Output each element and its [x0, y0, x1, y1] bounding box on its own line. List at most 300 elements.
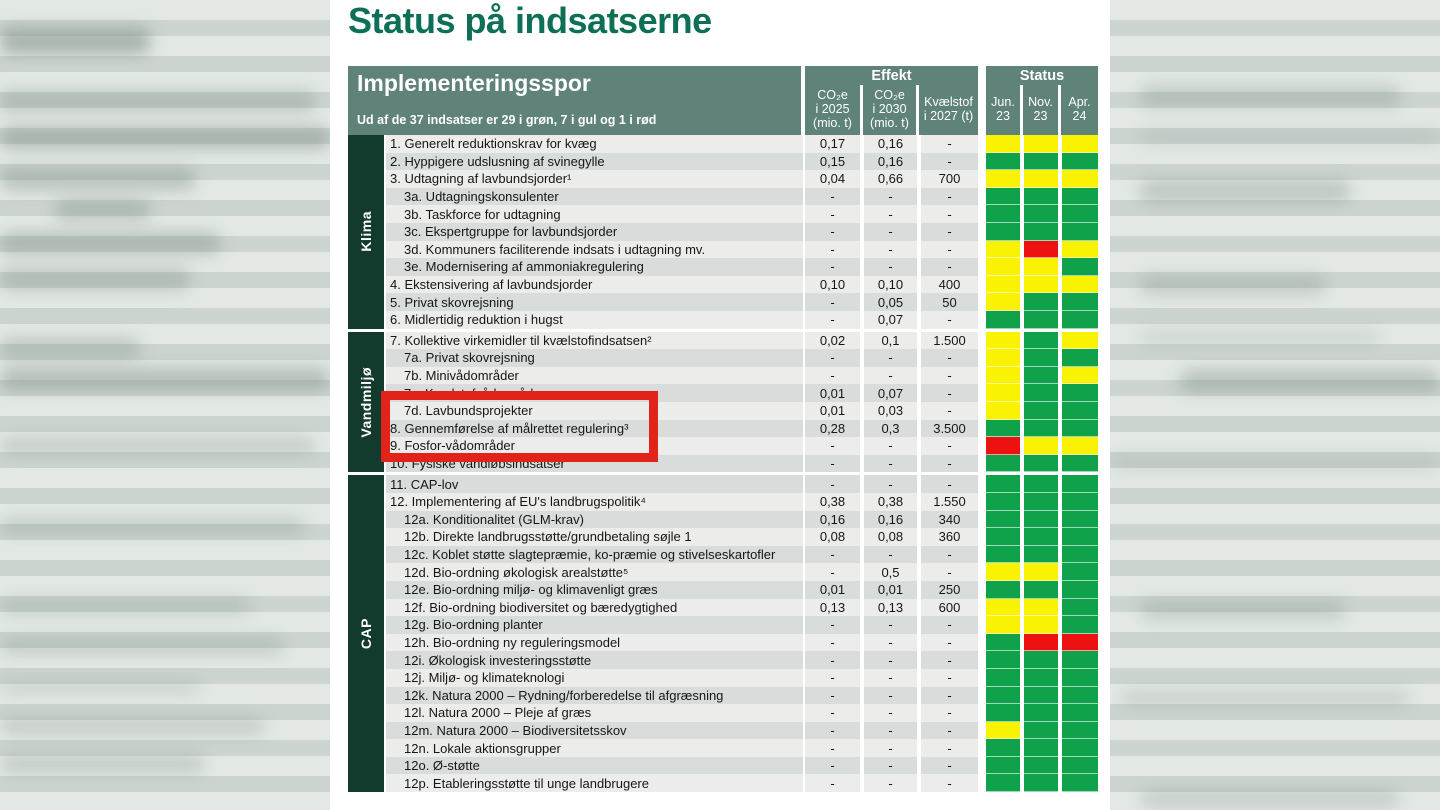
effect-col-header-2: Kvælstof i 2027 (t): [916, 85, 978, 135]
row-label: 12k. Natura 2000 – Rydning/forberedelse til afgræsning: [386, 687, 803, 705]
status-cell: [1062, 258, 1098, 276]
blurred-background-right: [1110, 0, 1440, 810]
effect-value: 0,04: [805, 170, 860, 188]
status-cell: [1062, 455, 1098, 473]
status-cell: [1024, 634, 1058, 652]
status-cell: [1024, 511, 1058, 529]
table-row: [386, 475, 1098, 493]
table-row: [386, 722, 1098, 740]
background-streak: [0, 438, 315, 454]
effect-value: -: [921, 205, 978, 223]
table-row: [386, 170, 1098, 188]
effect-value: -: [864, 455, 917, 473]
status-cell: [986, 349, 1020, 367]
effect-value: -: [805, 223, 860, 241]
effect-value: 0,10: [864, 276, 917, 294]
status-cell: [986, 581, 1020, 599]
section-label-text: CAP: [358, 618, 374, 650]
status-cell: [986, 563, 1020, 581]
table-row: [386, 311, 1098, 329]
status-col-header-0: Jun. 23: [991, 95, 1015, 123]
status-cell: [1024, 293, 1058, 311]
status-cell: [1024, 599, 1058, 617]
status-cell: [986, 546, 1020, 564]
red-highlight-box: [381, 391, 658, 462]
status-cell: [1062, 188, 1098, 206]
status-cell: [1024, 546, 1058, 564]
effect-value: -: [921, 311, 978, 329]
background-streak: [0, 90, 315, 112]
background-streak: [0, 368, 330, 390]
effect-value: 0,10: [805, 276, 860, 294]
status-cell: [1062, 311, 1098, 329]
status-cell: [986, 599, 1020, 617]
row-label: 12c. Koblet støtte slagtepræmie, ko-præmie og stivelseskartofler: [386, 546, 803, 564]
effect-value: -: [921, 546, 978, 564]
effect-value: 0,38: [805, 493, 860, 511]
background-streak: [0, 268, 190, 290]
effect-value: -: [805, 349, 860, 367]
effect-value: -: [921, 402, 978, 420]
row-label: 12j. Miljø- og klimateknologi: [386, 669, 803, 687]
effect-value: 0,28: [805, 420, 860, 438]
effect-value: -: [921, 437, 978, 455]
status-cell: [1062, 349, 1098, 367]
row-label: 4. Ekstensivering af lavbundsjorder: [386, 276, 803, 294]
status-cell: [986, 739, 1020, 757]
effect-value: 250: [921, 581, 978, 599]
section-klima: [348, 135, 1098, 329]
status-cell: [986, 687, 1020, 705]
row-label: 6. Midlertidig reduktion i hugst: [386, 311, 803, 329]
effect-value: 0,01: [864, 581, 917, 599]
row-label: 7c. Kvælstofvådområder: [386, 384, 803, 402]
row-label: 12f. Bio-ordning biodiversitet og bæredygtighed: [386, 599, 803, 617]
effect-value: -: [921, 774, 978, 792]
effect-value: -: [805, 563, 860, 581]
effect-value: 0,01: [805, 402, 860, 420]
status-cell: [986, 511, 1020, 529]
status-cell: [1024, 223, 1058, 241]
effect-value: -: [864, 616, 917, 634]
status-cell: [1062, 757, 1098, 775]
effect-value: -: [921, 475, 978, 493]
effect-value: 0,03: [864, 402, 917, 420]
status-cell: [986, 188, 1020, 206]
effect-value: 50: [921, 293, 978, 311]
effect-value: -: [864, 739, 917, 757]
status-cell: [1062, 774, 1098, 792]
effect-value: 1.550: [921, 493, 978, 511]
status-col-header-1: Nov. 23: [1020, 85, 1058, 135]
status-cell: [1024, 774, 1058, 792]
status-cell: [986, 528, 1020, 546]
status-cell: [1024, 276, 1058, 294]
background-streak: [0, 680, 200, 694]
row-label: 12h. Bio-ordning ny reguleringsmodel: [386, 634, 803, 652]
table-row: [386, 188, 1098, 206]
table-row: [386, 528, 1098, 546]
background-streak: [1140, 180, 1350, 202]
status-cell: [1024, 170, 1058, 188]
status-cell: [1024, 402, 1058, 420]
status-cell: [1024, 349, 1058, 367]
background-streak: [1140, 330, 1380, 344]
row-label: 12n. Lokale aktionsgrupper: [386, 739, 803, 757]
effect-value: -: [864, 475, 917, 493]
effect-value: 0,16: [864, 153, 917, 171]
row-label: 12b. Direkte landbrugsstøtte/grundbetaling søjle 1: [386, 528, 803, 546]
status-cell: [986, 420, 1020, 438]
table-row: [386, 739, 1098, 757]
effect-value: -: [864, 349, 917, 367]
section-label-text: Klima: [358, 211, 374, 253]
table-row: [386, 687, 1098, 705]
page-title: Status på indsatserne: [348, 0, 712, 41]
table-row: [386, 511, 1098, 529]
effect-column-headers: [805, 85, 978, 135]
blurred-background-left: [0, 0, 330, 810]
status-cell: [1024, 651, 1058, 669]
row-label: 3a. Udtagningskonsulenter: [386, 188, 803, 206]
status-cell: [1062, 493, 1098, 511]
effect-value: 340: [921, 511, 978, 529]
row-label: 2. Hyppigere udslusning af svinegylle: [386, 153, 803, 171]
status-cell: [1062, 528, 1098, 546]
effect-value: -: [921, 669, 978, 687]
status-cell: [986, 437, 1020, 455]
effect-value: -: [921, 135, 978, 153]
row-label: 7b. Minivådområder: [386, 367, 803, 385]
effect-value: -: [921, 223, 978, 241]
effect-value: -: [864, 669, 917, 687]
effect-value: -: [805, 437, 860, 455]
effect-value: 0,16: [864, 511, 917, 529]
effect-value: -: [921, 757, 978, 775]
status-cell: [1024, 739, 1058, 757]
effect-value: -: [864, 437, 917, 455]
effect-value: 0,13: [805, 599, 860, 617]
status-cell: [1062, 563, 1098, 581]
status-cell: [986, 722, 1020, 740]
background-streak: [0, 718, 265, 734]
status-cell: [1024, 616, 1058, 634]
effect-value: -: [864, 241, 917, 259]
status-group-label: Status: [1019, 68, 1065, 84]
section-label-text: Vandmiljø: [358, 366, 374, 438]
status-cell: [1024, 563, 1058, 581]
effect-value: -: [864, 722, 917, 740]
table-row: [386, 616, 1098, 634]
effect-value: 0,01: [805, 581, 860, 599]
effect-value: -: [864, 634, 917, 652]
effect-value: 400: [921, 276, 978, 294]
effect-col-header-1: CO₂e i 2030 (mio. t): [860, 85, 916, 135]
effect-value: -: [805, 367, 860, 385]
effect-value: 0,16: [805, 511, 860, 529]
effect-value: -: [921, 384, 978, 402]
table-row: [386, 581, 1098, 599]
background-streak: [0, 232, 220, 254]
row-label: 7d. Lavbundsprojekter: [386, 402, 803, 420]
effect-value: -: [921, 188, 978, 206]
row-label: 3. Udtagning af lavbundsjorder¹: [386, 170, 803, 188]
effect-value: -: [921, 153, 978, 171]
table-row: [386, 493, 1098, 511]
status-cell: [1062, 205, 1098, 223]
status-cell: [1062, 293, 1098, 311]
effect-value: -: [805, 704, 860, 722]
table-row: [386, 258, 1098, 276]
row-label: 10. Fysiske vandløbsindsatser: [386, 455, 803, 473]
background-streak: [0, 638, 285, 654]
table-row: [386, 634, 1098, 652]
effect-value: 0,1: [864, 332, 917, 350]
status-cell: [1062, 241, 1098, 259]
effect-value: -: [921, 241, 978, 259]
header-effect-group: [805, 66, 978, 135]
table-row: [386, 757, 1098, 775]
status-cell: [986, 455, 1020, 473]
effect-value: -: [805, 616, 860, 634]
table-row: [386, 651, 1098, 669]
section-label-vandmiljø: [348, 332, 384, 473]
effect-value: -: [921, 634, 978, 652]
background-streak: [0, 168, 195, 190]
effect-value: -: [921, 739, 978, 757]
table-row: [386, 349, 1098, 367]
status-cell: [986, 311, 1020, 329]
row-label: 12d. Bio-ordning økologisk arealstøtte⁵: [386, 563, 803, 581]
row-label: 12. Implementering af EU's landbrugspolitik⁴: [386, 493, 803, 511]
status-cell: [1062, 651, 1098, 669]
row-label: 3e. Modernisering af ammoniakregulering: [386, 258, 803, 276]
row-label: 8. Gennemførelse af målrettet regulering³: [386, 420, 803, 438]
status-cell: [1062, 153, 1098, 171]
effect-value: -: [805, 546, 860, 564]
effect-value: -: [864, 546, 917, 564]
status-cell: [1062, 437, 1098, 455]
background-streak: [1140, 275, 1325, 295]
effect-value: -: [805, 188, 860, 206]
row-label: 12o. Ø-støtte: [386, 757, 803, 775]
table-row: [386, 704, 1098, 722]
background-streak: [1140, 85, 1400, 107]
status-cell: [1062, 546, 1098, 564]
effect-value: -: [921, 616, 978, 634]
effect-value: -: [805, 774, 860, 792]
status-cell: [1062, 511, 1098, 529]
status-cell: [1062, 135, 1098, 153]
status-cell: [986, 475, 1020, 493]
status-column-headers: [986, 85, 1098, 135]
effect-value: -: [864, 367, 917, 385]
table-row: [386, 669, 1098, 687]
effect-value: -: [921, 704, 978, 722]
effect-value: 0,02: [805, 332, 860, 350]
row-label: 11. CAP-lov: [386, 475, 803, 493]
status-cell: [1062, 367, 1098, 385]
effect-value: -: [921, 455, 978, 473]
table-row: [386, 135, 1098, 153]
section-cap: [348, 475, 1098, 792]
status-cell: [1024, 493, 1058, 511]
background-streak: [1140, 600, 1345, 620]
effect-value: -: [864, 704, 917, 722]
table-row: [386, 774, 1098, 792]
status-cell: [1062, 384, 1098, 402]
status-cell: [986, 223, 1020, 241]
effect-value: 0,17: [805, 135, 860, 153]
effect-value: -: [805, 651, 860, 669]
status-cell: [986, 384, 1020, 402]
background-streak: [1140, 790, 1400, 808]
row-label: 12l. Natura 2000 – Pleje af græs: [386, 704, 803, 722]
status-col-header-2: Apr. 24: [1058, 85, 1098, 135]
content-panel: [330, 0, 1110, 810]
status-cell: [986, 241, 1020, 259]
status-cell: [1062, 276, 1098, 294]
effect-value: 0,07: [864, 384, 917, 402]
row-label: 1. Generelt reduktionskrav for kvæg: [386, 135, 803, 153]
effect-value: -: [805, 687, 860, 705]
status-cell: [986, 616, 1020, 634]
status-cell: [1062, 704, 1098, 722]
background-streak: [0, 518, 305, 534]
status-cell: [986, 757, 1020, 775]
status-cell: [986, 153, 1020, 171]
background-streak: [1120, 690, 1410, 706]
effect-value: 700: [921, 170, 978, 188]
effect-value: -: [921, 367, 978, 385]
effect-value: -: [864, 205, 917, 223]
table-row: [386, 563, 1098, 581]
status-cell: [1062, 599, 1098, 617]
effect-value: -: [864, 757, 917, 775]
row-label: 12i. Økologisk investeringsstøtte: [386, 651, 803, 669]
status-cell: [1024, 332, 1058, 350]
background-streak: [0, 128, 330, 148]
status-cell: [1024, 135, 1058, 153]
background-streak: [1140, 130, 1440, 144]
status-cell: [1024, 188, 1058, 206]
status-cell: [986, 276, 1020, 294]
status-cell: [1024, 241, 1058, 259]
effect-value: -: [864, 188, 917, 206]
row-label: 3b. Taskforce for udtagning: [386, 205, 803, 223]
effect-value: -: [864, 258, 917, 276]
row-label: 3d. Kommuners faciliterende indsats i udtagning mv.: [386, 241, 803, 259]
status-cell: [1024, 205, 1058, 223]
status-cell: [1062, 634, 1098, 652]
row-label: 7a. Privat skovrejsning: [386, 349, 803, 367]
effect-value: -: [805, 634, 860, 652]
row-label: 7. Kollektive virkemidler til kvælstofindsatsen²: [386, 332, 803, 350]
effect-value: -: [864, 651, 917, 669]
effect-value: -: [864, 223, 917, 241]
status-cell: [986, 669, 1020, 687]
section-label-cap: [348, 475, 384, 792]
effect-value: 0,07: [864, 311, 917, 329]
effect-value: -: [805, 311, 860, 329]
effect-value: 0,38: [864, 493, 917, 511]
effect-value: -: [921, 687, 978, 705]
row-label: 12g. Bio-ordning planter: [386, 616, 803, 634]
status-cell: [1062, 223, 1098, 241]
table-row: [386, 223, 1098, 241]
effect-value: -: [864, 774, 917, 792]
table-row: [386, 276, 1098, 294]
effect-value: -: [805, 739, 860, 757]
background-streak: [0, 755, 205, 773]
row-label: 5. Privat skovrejsning: [386, 293, 803, 311]
status-cell: [1062, 687, 1098, 705]
table-row: [386, 546, 1098, 564]
status-cell: [1024, 455, 1058, 473]
effect-col-header-0: CO₂e i 2025 (mio. t): [813, 88, 852, 130]
effect-value: -: [864, 687, 917, 705]
effect-value: -: [805, 722, 860, 740]
status-cell: [1062, 170, 1098, 188]
effect-value: 0,3: [864, 420, 917, 438]
status-cell: [1024, 384, 1058, 402]
effect-value: 0,05: [864, 293, 917, 311]
effect-group-label: Effekt: [871, 68, 912, 84]
table-row: [386, 241, 1098, 259]
row-label: 12p. Etableringsstøtte til unge landbrugere: [386, 774, 803, 792]
row-label: 9. Fosfor-vådområder: [386, 437, 803, 455]
effect-value: 0,08: [805, 528, 860, 546]
status-cell: [1024, 528, 1058, 546]
effect-value: -: [805, 205, 860, 223]
status-cell: [1062, 616, 1098, 634]
row-label: 12m. Natura 2000 – Biodiversitetsskov: [386, 722, 803, 740]
status-cell: [986, 774, 1020, 792]
status-cell: [986, 493, 1020, 511]
effect-value: -: [805, 475, 860, 493]
effect-value: -: [921, 722, 978, 740]
table-header-subtitle: Ud af de 37 indsatser er 29 i grøn, 7 i gul og 1 i rød: [357, 113, 657, 127]
effect-value: 600: [921, 599, 978, 617]
row-label: 3c. Ekspertgruppe for lavbundsjorder: [386, 223, 803, 241]
table-row: [386, 293, 1098, 311]
effect-value: -: [805, 258, 860, 276]
background-streak: [1180, 370, 1440, 392]
background-streak: [55, 200, 150, 220]
effect-value: 0,15: [805, 153, 860, 171]
effect-value: -: [805, 757, 860, 775]
status-cell: [1024, 437, 1058, 455]
status-cell: [1062, 581, 1098, 599]
effect-value: 0,5: [864, 563, 917, 581]
background-streak: [0, 28, 150, 54]
status-cell: [1062, 722, 1098, 740]
status-cell: [1024, 367, 1058, 385]
effect-value: 1.500: [921, 332, 978, 350]
effect-value: 3.500: [921, 420, 978, 438]
status-cell: [1024, 704, 1058, 722]
effect-value: -: [921, 258, 978, 276]
section-label-klima: [348, 135, 384, 329]
effect-value: 0,16: [864, 135, 917, 153]
table-row: [386, 332, 1098, 350]
status-cell: [1024, 669, 1058, 687]
status-cell: [986, 258, 1020, 276]
status-cell: [986, 205, 1020, 223]
background-streak: [0, 338, 140, 358]
background-streak: [1110, 455, 1440, 469]
row-label: 12a. Konditionalitet (GLM-krav): [386, 511, 803, 529]
